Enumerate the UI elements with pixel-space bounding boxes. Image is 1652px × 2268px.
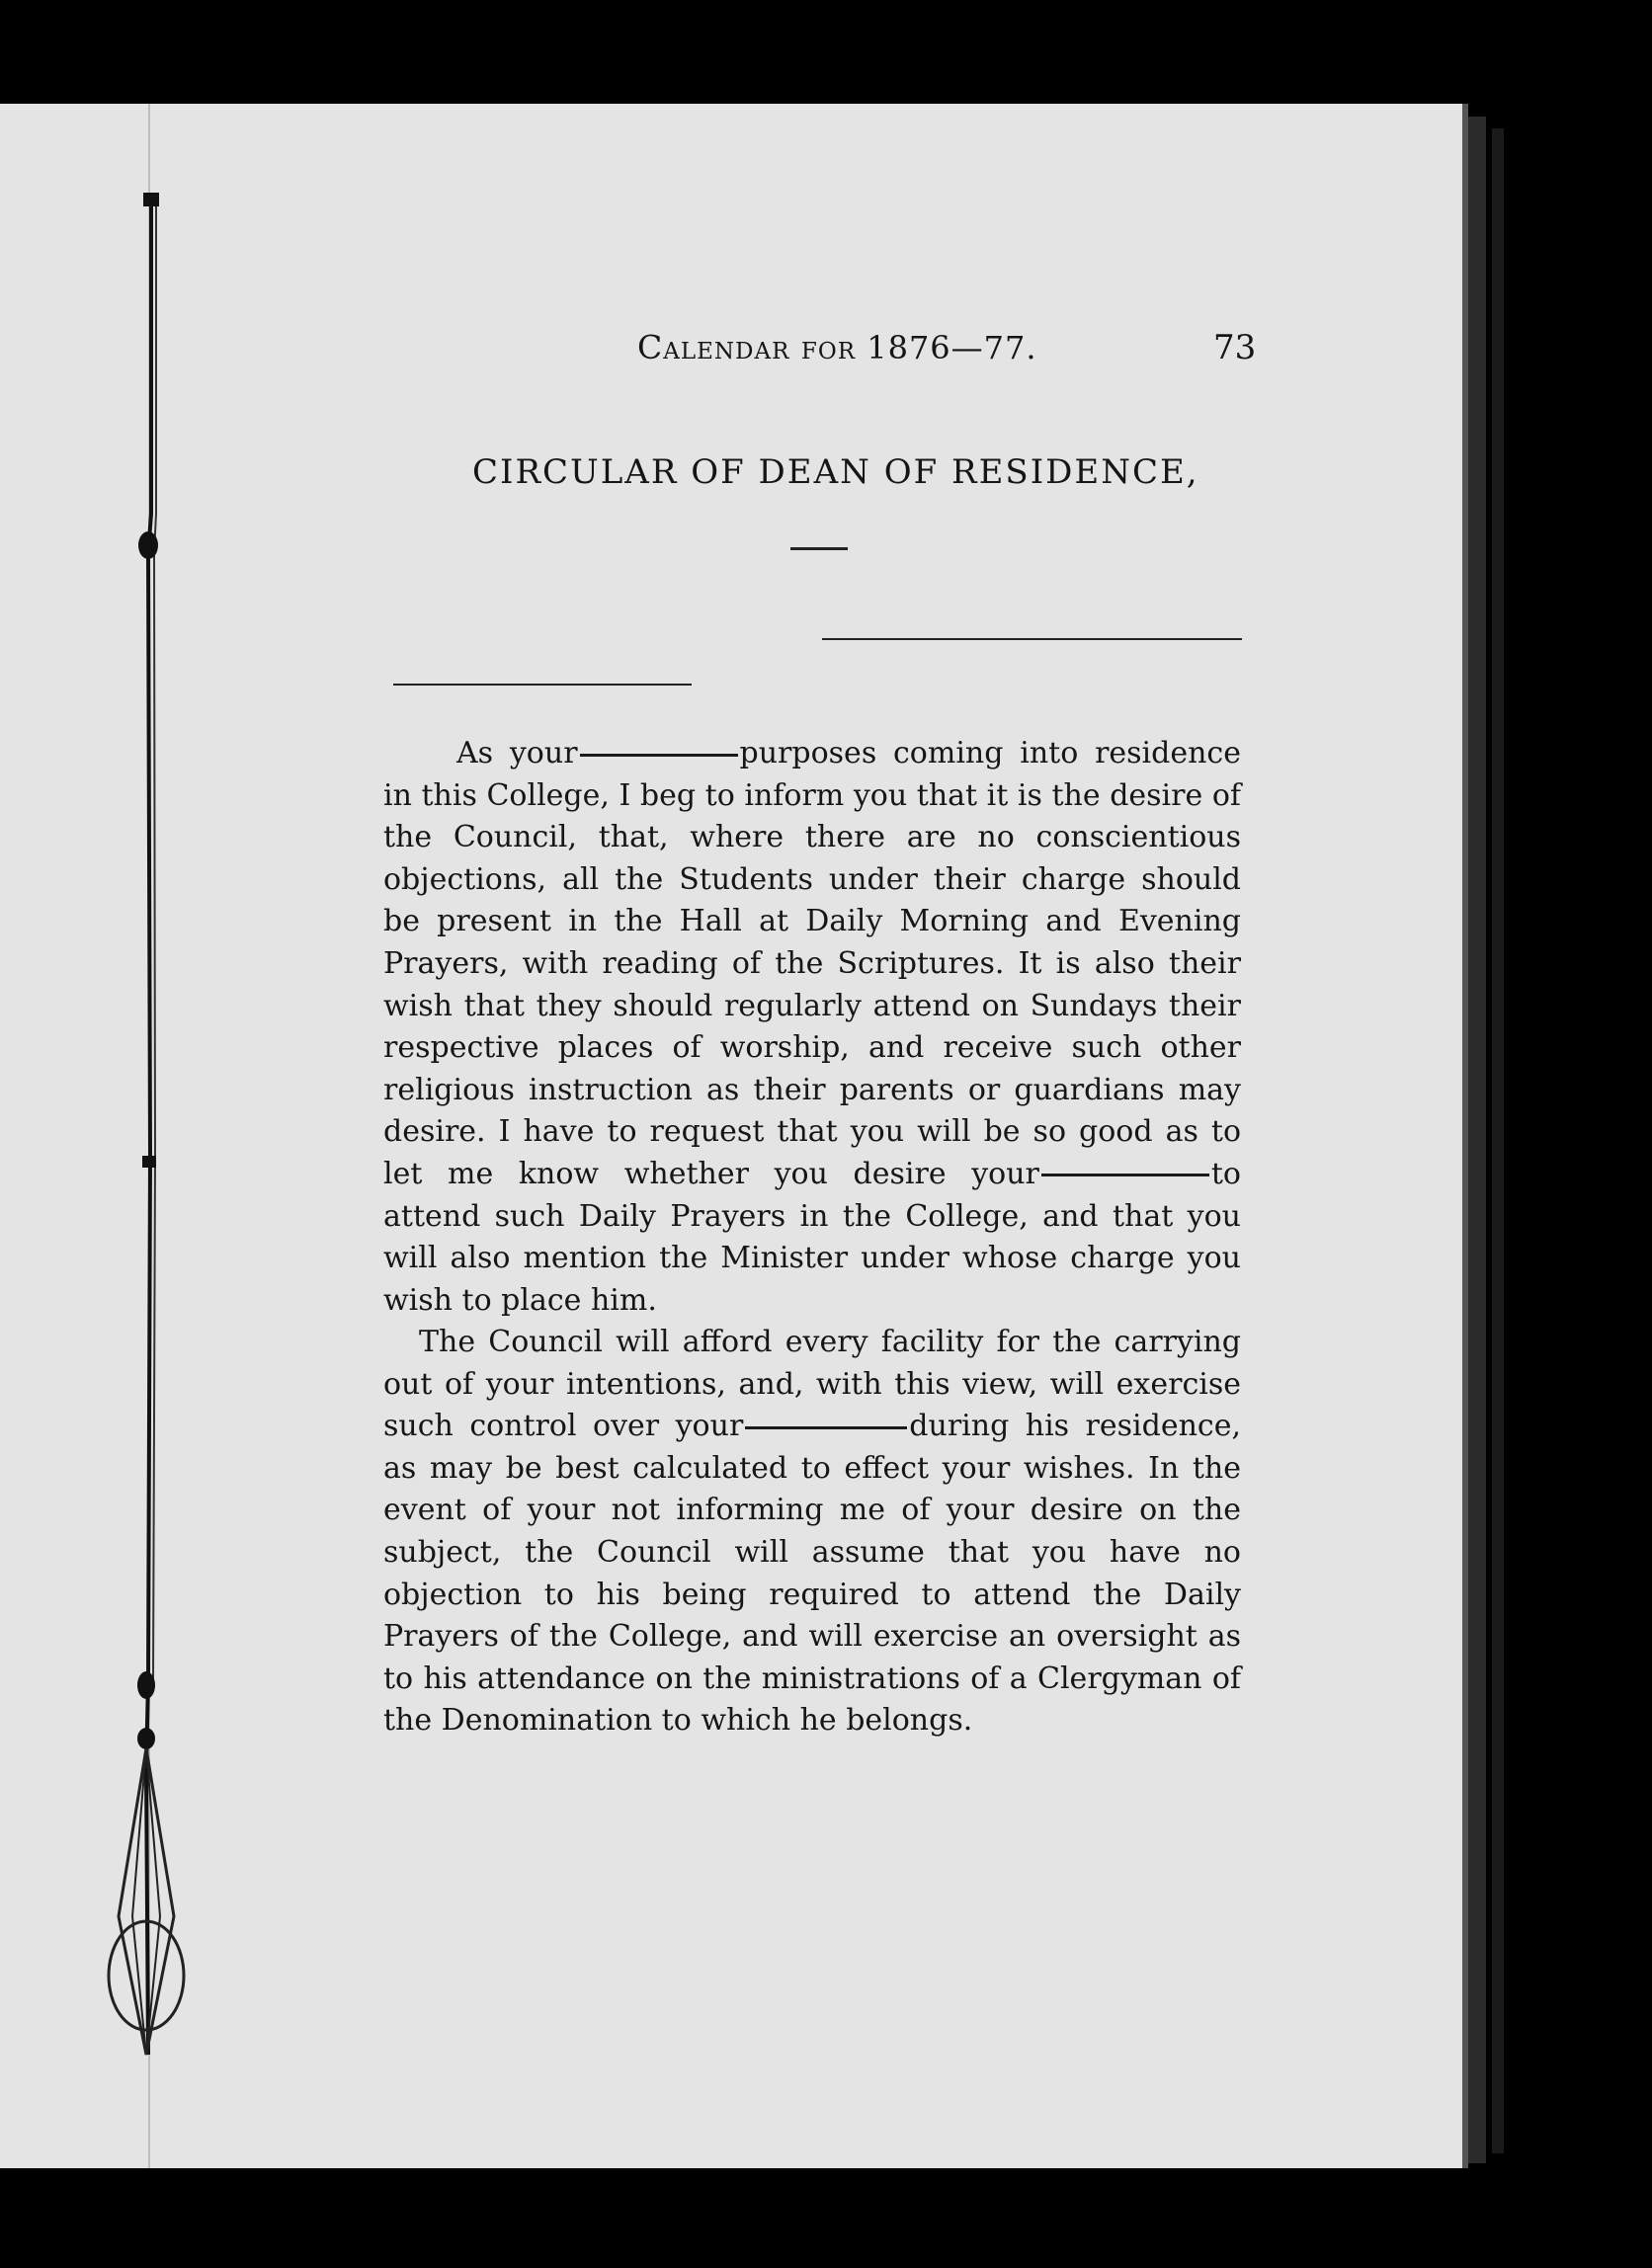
running-head [637, 328, 1037, 366]
paragraph-2 [383, 1322, 1241, 1742]
salutation-line-blank [393, 684, 692, 686]
title-rule [790, 547, 848, 550]
fill-in-blank [745, 1426, 907, 1429]
page-number: 73 [1213, 328, 1257, 367]
date-line-blank [822, 638, 1242, 640]
paragraph-1-text-c: to attend such Daily Prayers in the College, and that you will also mention the Minister under whose charge you wish to place him. [383, 1156, 1241, 1318]
page-title: CIRCULAR OF DEAN OF RESIDENCE, [472, 452, 1199, 492]
paragraph-1-text-a: As your [456, 736, 578, 770]
paragraph-1-text-b: purposes coming into residence in this College, I beg to inform you that it is the desire of the Council, that, where there are no conscientious objections, all the Students under their charge should be present in the Hall at Daily Morning and Evening Prayers, with reading of the Scriptures. It is also their wish that they should regularly attend on Sundays their respective places of worship, and receive such other religious instruction as their parents or guardians may desire. I have to request that you will be so good as to let me know whether you desire your [383, 736, 1241, 1191]
running-head-year: 1876—77. [867, 329, 1037, 366]
running-head-title: Calendar for [637, 328, 857, 366]
fill-in-blank [1041, 1174, 1209, 1176]
paragraph-1 [383, 733, 1241, 1322]
fill-in-blank [580, 754, 738, 757]
paragraph-2-text-a: The Council will afford every facility for the carrying out of your intentions, and, with this view, will exercise such control over your [383, 1325, 1241, 1444]
paragraph-2-text-b: during his residence, as may be best calculated to effect your wishes. In the event of your not informing me of your desire on the subject, the Council will assume that you have no objection to his being required to attend the Daily Prayers of the College, and will exercise an oversight as to his attendance on the ministrations of a Clergyman of the Denomination to which he belongs. [383, 1409, 1242, 1739]
